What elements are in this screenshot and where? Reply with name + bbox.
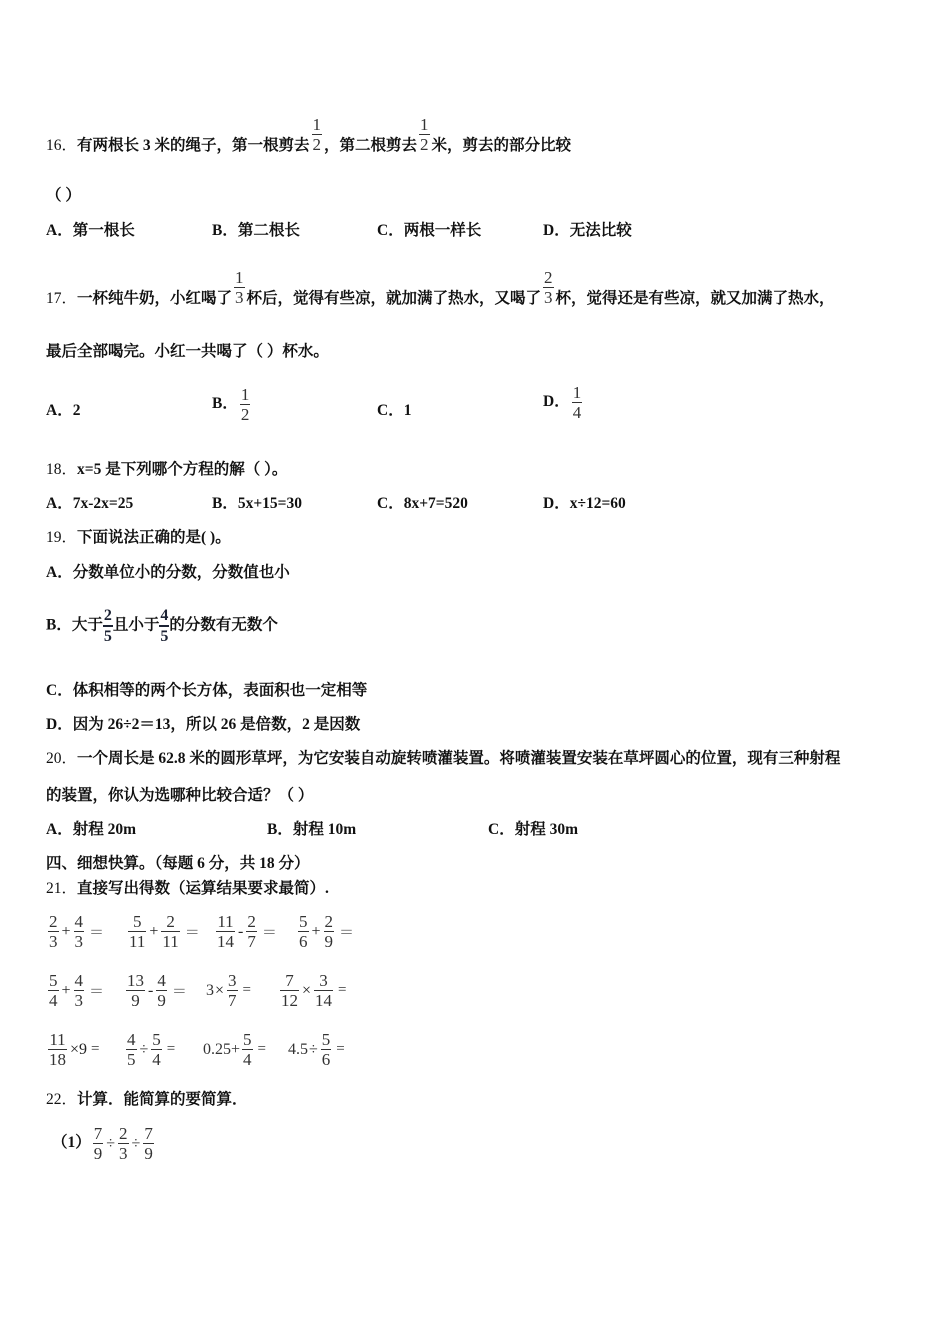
fraction: $\frac{1}{2}$: [240, 385, 250, 424]
option-c: C．射程 30m: [488, 821, 578, 838]
fraction: $\frac{1}{2}$: [420, 115, 429, 154]
calc-item: $\frac{11}{14}$ - $\frac{2}{7}$ ＝: [217, 912, 277, 951]
question-text: 的装置，你认为选哪种比较合适？（ ）: [46, 787, 314, 804]
fraction: $\frac{1}{4}$: [572, 383, 582, 422]
calc-item: $\frac{7}{12}$ × $\frac{3}{14}$ =: [281, 971, 347, 1010]
calc-item: $\frac{5}{4}$ + $\frac{4}{3}$ ＝: [49, 971, 105, 1010]
calc-item: 4.5÷ $\frac{5}{6}$ =: [288, 1030, 345, 1069]
question-16: [46, 115, 572, 166]
answer-blank: （ ）: [46, 187, 81, 204]
fraction: $\frac{4}{5}$: [160, 607, 169, 645]
question-text: 杯，觉得还是有些凉，就又加满了热水，: [555, 290, 835, 308]
question-20: 20．一个周长是 62.8 米的圆形草坪，为它安装自动旋转喷灌装置。将喷灌装置安装在草坪圆心的位置，现有三种射程: [46, 750, 841, 767]
option-c: C．1: [377, 402, 412, 419]
option-b: B．大于 $\frac{2}{5}$ 且小于 $\frac{4}{5}$ 的分数有无数个: [46, 607, 278, 645]
option-b: B． $\frac{1}{2}$: [212, 385, 250, 424]
fraction: $\frac{2}{3}$: [544, 268, 553, 307]
question-text: 米，剪去的部分比较: [431, 137, 572, 155]
option-a: A．分数单位小的分数，分数值也小: [46, 564, 290, 581]
calc-item: $\frac{13}{9}$ - $\frac{4}{9}$ ＝: [127, 971, 187, 1010]
calc-item: $\frac{5}{11}$ + $\frac{2}{11}$ ＝: [129, 912, 200, 951]
option-a: A．7x-2x=25: [46, 495, 134, 512]
option-b: B．第二根长: [212, 222, 300, 239]
option-c: C．体积相等的两个长方体，表面积也一定相等: [46, 682, 368, 699]
option-d: D．无法比较: [543, 222, 632, 239]
question-17: [46, 268, 835, 319]
question-text: ，第二根剪去: [324, 137, 418, 155]
question-text: 一杯纯牛奶，小红喝了: [77, 290, 233, 308]
option-d: D． $\frac{1}{4}$: [543, 383, 582, 422]
calc-item: $\frac{4}{5}$ ÷ $\frac{5}{4}$ =: [127, 1030, 176, 1069]
calc-item: 0.25+ $\frac{5}{4}$ =: [203, 1030, 266, 1069]
option-c: C．8x+7=520: [377, 495, 468, 512]
question-21: 21．直接写出得数（运算结果要求最简）.: [46, 880, 329, 897]
option-d: D．因为 26÷2＝13，所以 26 是倍数，2 是因数: [46, 716, 361, 733]
option-a: A．射程 20m: [46, 821, 136, 838]
calc-item: 3× $\frac{3}{7}$ =: [206, 971, 251, 1010]
question-text: 最后全部喝完。小红一共喝了（ ）杯水。: [46, 343, 329, 360]
item-label: （1）: [52, 1134, 91, 1152]
calc-item: $\frac{2}{3}$ + $\frac{4}{3}$ ＝: [49, 912, 105, 951]
calc-expression: （1） $\frac{7}{9}$ ÷ $\frac{2}{3}$ ÷ $\frac{7}{9}$: [52, 1124, 153, 1163]
fraction: $\frac{1}{2}$: [312, 115, 322, 154]
question-19: 19．下面说法正确的是( )。: [46, 529, 231, 546]
question-text: 有两根长 3 米的绳子，第一根剪去: [77, 137, 310, 155]
option-b: B．射程 10m: [267, 821, 357, 838]
calc-item: $\frac{5}{6}$ + $\frac{2}{9}$ ＝: [299, 912, 355, 951]
option-a: A．第一根长: [46, 222, 135, 239]
question-number: 16．: [46, 137, 78, 155]
option-c: C．两根一样长: [377, 222, 482, 239]
question-18: 18．x=5 是下列哪个方程的解（ ）。: [46, 461, 288, 478]
question-text: 杯后，觉得有些凉，就加满了热水，又喝了: [246, 290, 542, 308]
fraction: $\frac{1}{3}$: [235, 268, 244, 307]
option-a: A．2: [46, 402, 81, 419]
question-number: 17．: [46, 290, 78, 308]
option-d: D．x÷12=60: [543, 495, 626, 512]
calc-item: $\frac{11}{18}$ ×9 =: [49, 1030, 100, 1069]
section-heading: 四、细想快算。（每题 6 分，共 18 分）: [46, 855, 310, 872]
fraction: $\frac{2}{5}$: [103, 607, 112, 645]
option-b: B．5x+15=30: [212, 495, 303, 512]
question-22: 22．计算．能简算的要简算．: [46, 1091, 248, 1108]
